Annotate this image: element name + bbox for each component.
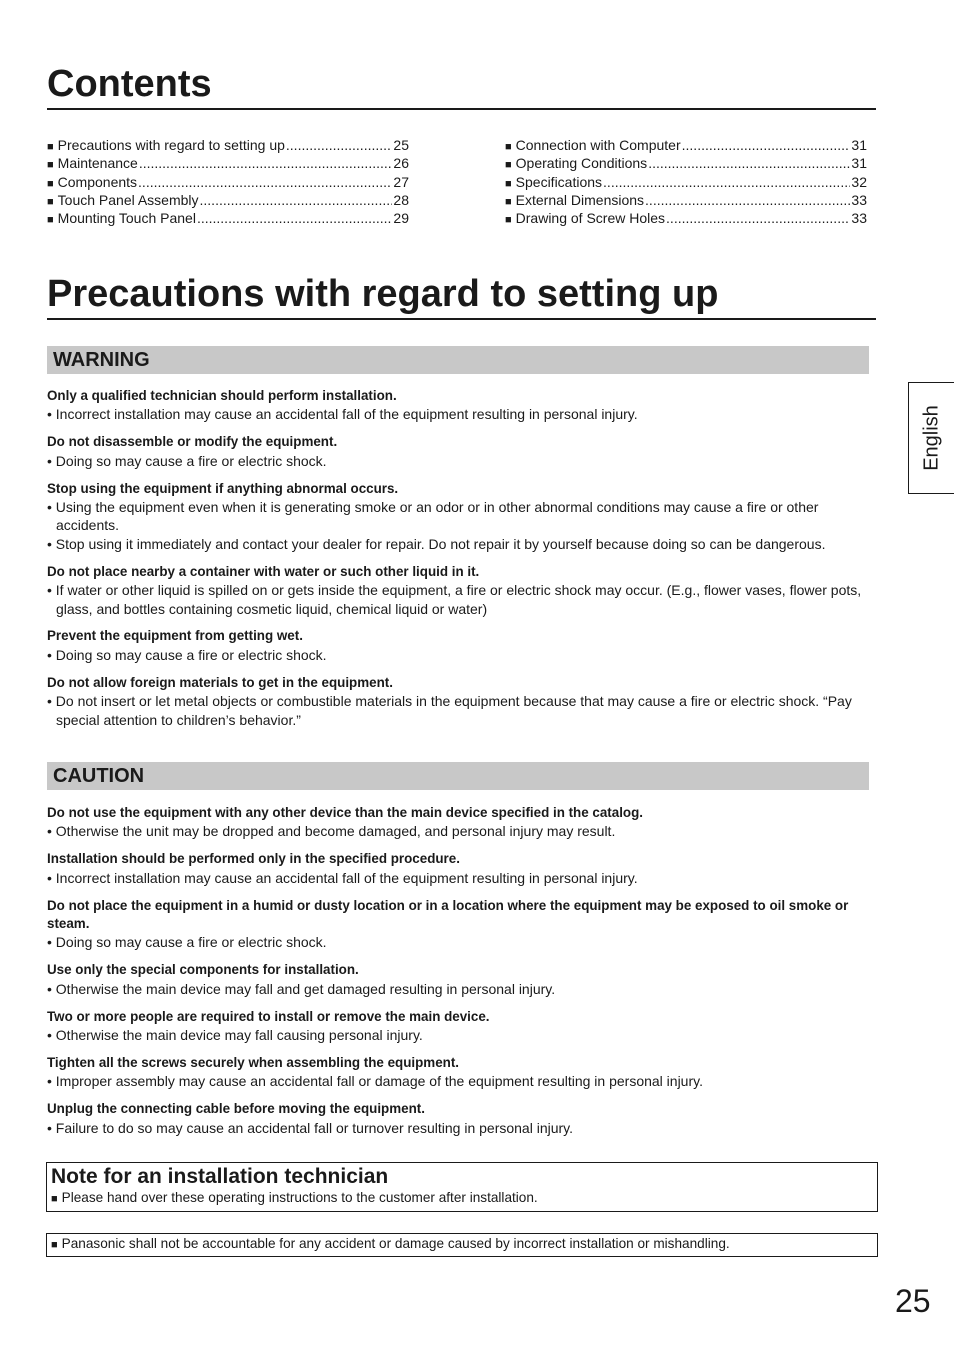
warning-item bbox=[47, 480, 876, 554]
caution-item bbox=[47, 804, 876, 841]
toc-entry-page: 32 bbox=[851, 173, 867, 190]
toc-entry-label: Components bbox=[57, 173, 138, 190]
warning-item-bullet: • If water or other liquid is spilled on or gets inside the equipment, a fire or electric shock may occur. (E.g., flower vases, flower pots, glass, and bottles containing cosmetic liquid, chemical liquid or water) bbox=[47, 582, 862, 617]
toc-leader-dots bbox=[200, 191, 393, 209]
caution-item-heading: Do not use the equipment with any other device than the main device specified in the catalog. bbox=[47, 805, 643, 820]
note-text-body: Please hand over these operating instructions to the customer after installation. bbox=[61, 1190, 538, 1205]
caution-item-heading: Tighten all the screws securely when assembling the equipment. bbox=[47, 1054, 460, 1070]
note-text bbox=[51, 1190, 877, 1207]
toc-leader-dots bbox=[645, 191, 850, 209]
toc-entry-page: 27 bbox=[393, 173, 409, 190]
warning-item-bullet: • Doing so may cause a fire or electric shock. bbox=[47, 646, 327, 663]
toc-entry-page: 33 bbox=[851, 210, 867, 227]
toc-entry-page: 26 bbox=[393, 155, 409, 172]
toc-entry-label: Specifications bbox=[515, 173, 603, 190]
caution-item-heading: Unplug the connecting cable before moving the equipment. bbox=[47, 1101, 425, 1117]
square-bullet-icon: ■ bbox=[505, 141, 512, 153]
toc-entry-label: Mounting Touch Panel bbox=[57, 210, 196, 227]
toc-leader-dots bbox=[138, 173, 392, 191]
square-bullet-icon: ■ bbox=[505, 159, 512, 172]
caution-item bbox=[47, 897, 876, 952]
toc-leader-dots bbox=[286, 136, 393, 154]
toc-leader-dots bbox=[666, 209, 850, 227]
caution-item-bullet: • Improper assembly may cause an accidental fall or damage of the equipment resulting in personal injury. bbox=[47, 1073, 703, 1090]
toc-entry[interactable] bbox=[505, 209, 867, 227]
toc-entry[interactable] bbox=[47, 173, 409, 191]
square-bullet-icon: ■ bbox=[51, 1193, 58, 1205]
toc-entry-label: Precautions with regard to setting up bbox=[57, 137, 285, 153]
caution-heading: CAUTION bbox=[47, 762, 869, 790]
disclaimer-box bbox=[46, 1233, 878, 1257]
page-number: 25 bbox=[895, 1283, 931, 1319]
toc-entry-page: 28 bbox=[393, 191, 409, 208]
language-tab-label: English bbox=[920, 405, 942, 471]
square-bullet-icon: ■ bbox=[47, 159, 54, 172]
toc-entry-page: 31 bbox=[851, 137, 867, 153]
warning-item-heading: Do not allow foreign materials to get in the equipment. bbox=[47, 674, 393, 690]
warning-item bbox=[47, 387, 876, 424]
warning-item bbox=[47, 433, 876, 470]
square-bullet-icon: ■ bbox=[505, 195, 512, 208]
toc-entry-label: Drawing of Screw Holes bbox=[515, 210, 666, 227]
toc-leader-dots bbox=[603, 173, 850, 191]
warning-items bbox=[47, 387, 876, 739]
warning-item-bullet: • Do not insert or let metal objects or combustible materials in the equipment because that may cause a fire or electric shock. “Pay special attention to children’s behavior.” bbox=[47, 693, 852, 728]
toc-entry-page: 31 bbox=[851, 155, 867, 172]
caution-item bbox=[47, 850, 876, 887]
caution-item bbox=[47, 1100, 876, 1137]
caution-item bbox=[47, 961, 876, 998]
caution-item-heading: Do not place the equipment in a humid or dusty location or in a location where the equipment may be exposed to oil smoke or steam. bbox=[47, 897, 849, 932]
caution-item-bullet: • Otherwise the main device may fall causing personal injury. bbox=[47, 1027, 423, 1044]
toc-entry[interactable] bbox=[505, 154, 867, 172]
toc-entry[interactable] bbox=[505, 136, 867, 154]
toc-entry-label: Maintenance bbox=[57, 155, 138, 172]
toc-entry-label: External Dimensions bbox=[515, 191, 645, 208]
square-bullet-icon: ■ bbox=[47, 195, 54, 208]
square-bullet-icon: ■ bbox=[47, 141, 54, 153]
toc-entry[interactable] bbox=[47, 191, 409, 209]
toc-entry-label: Operating Conditions bbox=[515, 155, 648, 172]
caution-item-heading: Use only the special components for installation. bbox=[47, 962, 359, 978]
warning-item-heading: Do not disassemble or modify the equipment. bbox=[47, 434, 338, 450]
caution-item bbox=[47, 1054, 876, 1091]
toc-entry-label: Touch Panel Assembly bbox=[57, 191, 199, 208]
warning-item bbox=[47, 563, 876, 618]
caution-item-bullet: • Incorrect installation may cause an accidental fall of the equipment resulting in personal injury. bbox=[47, 869, 638, 886]
caution-item-bullet: • Otherwise the unit may be dropped and become damaged, and personal injury may result. bbox=[47, 823, 616, 840]
warning-item-heading: Prevent the equipment from getting wet. bbox=[47, 628, 303, 644]
toc-leader-dots bbox=[682, 136, 851, 154]
warning-item-bullet: • Incorrect installation may cause an accidental fall of the equipment resulting in personal injury. bbox=[47, 406, 638, 423]
note-title: Note for an installation technician bbox=[51, 1165, 389, 1188]
toc-leader-dots bbox=[197, 209, 392, 227]
toc-entry-page: 29 bbox=[393, 210, 409, 227]
square-bullet-icon: ■ bbox=[505, 177, 512, 190]
caution-item-bullet: • Doing so may cause a fire or electric shock. bbox=[47, 934, 327, 951]
toc-right-column bbox=[505, 136, 867, 227]
toc-left-column bbox=[47, 136, 409, 227]
warning-item-bullet: • Doing so may cause a fire or electric shock. bbox=[47, 452, 327, 469]
warning-item-heading: Stop using the equipment if anything abnormal occurs. bbox=[47, 480, 399, 496]
warning-item-bullet: • Stop using it immediately and contact your dealer for repair. Do not repair it by yourself because doing so can be dangerous. bbox=[47, 535, 826, 552]
square-bullet-icon: ■ bbox=[47, 177, 54, 190]
caution-item bbox=[47, 1008, 876, 1045]
toc-entry-page: 33 bbox=[851, 191, 867, 208]
warning-heading: WARNING bbox=[47, 346, 869, 374]
language-tab bbox=[908, 382, 954, 494]
toc-entry-page: 25 bbox=[393, 137, 409, 153]
warning-item-heading: Only a qualified technician should perform installation. bbox=[47, 388, 397, 403]
toc-entry[interactable] bbox=[505, 191, 867, 209]
precautions-title: Precautions with regard to setting up bbox=[47, 272, 876, 320]
caution-item-heading: Installation should be performed only in the specified procedure. bbox=[47, 851, 460, 867]
toc-entry[interactable] bbox=[47, 209, 409, 227]
caution-item-bullet: • Failure to do so may cause an accidental fall or turnover resulting in personal injury. bbox=[47, 1119, 574, 1136]
warning-item bbox=[47, 674, 876, 729]
toc-leader-dots bbox=[648, 154, 850, 172]
note-box bbox=[46, 1162, 878, 1212]
contents-title: Contents bbox=[47, 62, 876, 110]
caution-item-bullet: • Otherwise the main device may fall and get damaged resulting in personal injury. bbox=[47, 980, 556, 997]
toc-entry[interactable] bbox=[505, 173, 867, 191]
toc-entry[interactable] bbox=[47, 154, 409, 172]
toc-entry-label: Connection with Computer bbox=[515, 137, 681, 153]
caution-item-heading: Two or more people are required to install or remove the main device. bbox=[47, 1008, 490, 1024]
disclaimer-text: Panasonic shall not be accountable for any accident or damage caused by incorrect installation or mishandling. bbox=[61, 1236, 730, 1251]
caution-items bbox=[47, 804, 876, 1147]
toc-entry[interactable] bbox=[47, 136, 409, 154]
square-bullet-icon: ■ bbox=[51, 1239, 58, 1251]
square-bullet-icon: ■ bbox=[505, 214, 512, 227]
warning-item bbox=[47, 627, 876, 664]
square-bullet-icon: ■ bbox=[47, 214, 54, 227]
toc-leader-dots bbox=[139, 154, 393, 172]
warning-item-bullet: • Using the equipment even when it is generating smoke or an odor or in other abnormal conditions may cause a fire or other accidents. bbox=[47, 499, 819, 534]
warning-item-heading: Do not place nearby a container with water or such other liquid in it. bbox=[47, 563, 480, 579]
